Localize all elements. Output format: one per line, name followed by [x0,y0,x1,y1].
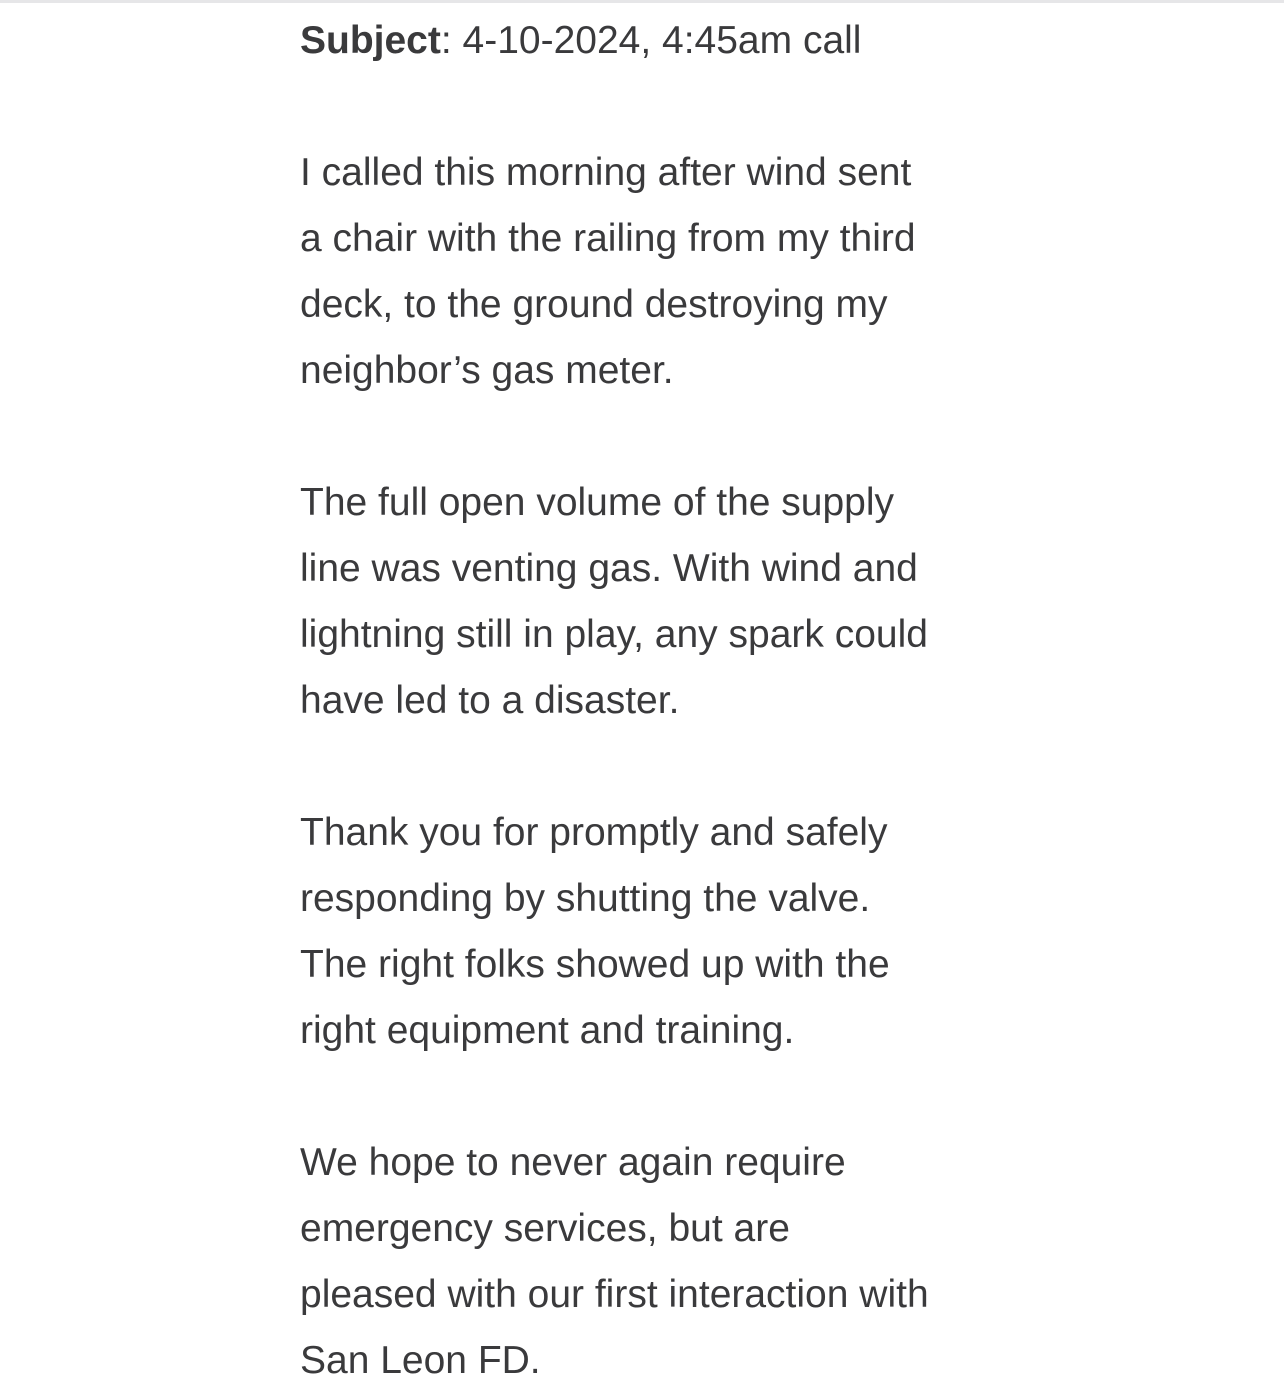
message-paragraph [300,1130,1000,1394]
subject-line [300,8,1000,74]
email-body [300,8,1000,1394]
paragraph-line: deck, to the ground destroying my [300,283,888,326]
paragraph-line: responding by shutting the valve. [300,877,871,920]
paragraph-line: Thank you for promptly and safely [300,811,888,854]
paragraph-line: San Leon FD. [300,1339,541,1382]
paragraph-line: right equipment and training. [300,1009,795,1052]
paragraph-line: neighbor’s gas meter. [300,349,674,392]
paragraph-line: a chair with the railing from my third [300,217,916,260]
paragraph-line: I called this morning after wind sent [300,151,912,194]
message-paragraph [300,470,1000,734]
subject-value: 4-10-2024, 4:45am call [462,19,862,62]
paragraph-line: have led to a disaster. [300,679,680,722]
subject-separator: : [440,19,463,62]
paragraph-line: The full open volume of the supply [300,481,895,524]
top-divider [0,0,1284,3]
paragraph-line: emergency services, but are [300,1207,790,1250]
message-paragraph [300,140,1000,404]
message-paragraph [300,800,1000,1064]
subject-label: Subject [300,19,441,62]
paragraph-line: line was venting gas. With wind and [300,547,918,590]
paragraph-line: lightning still in play, any spark could [300,613,928,656]
paragraph-line: We hope to never again require [300,1141,846,1184]
paragraph-line: pleased with our first interaction with [300,1273,929,1316]
paragraph-line: The right folks showed up with the [300,943,890,986]
